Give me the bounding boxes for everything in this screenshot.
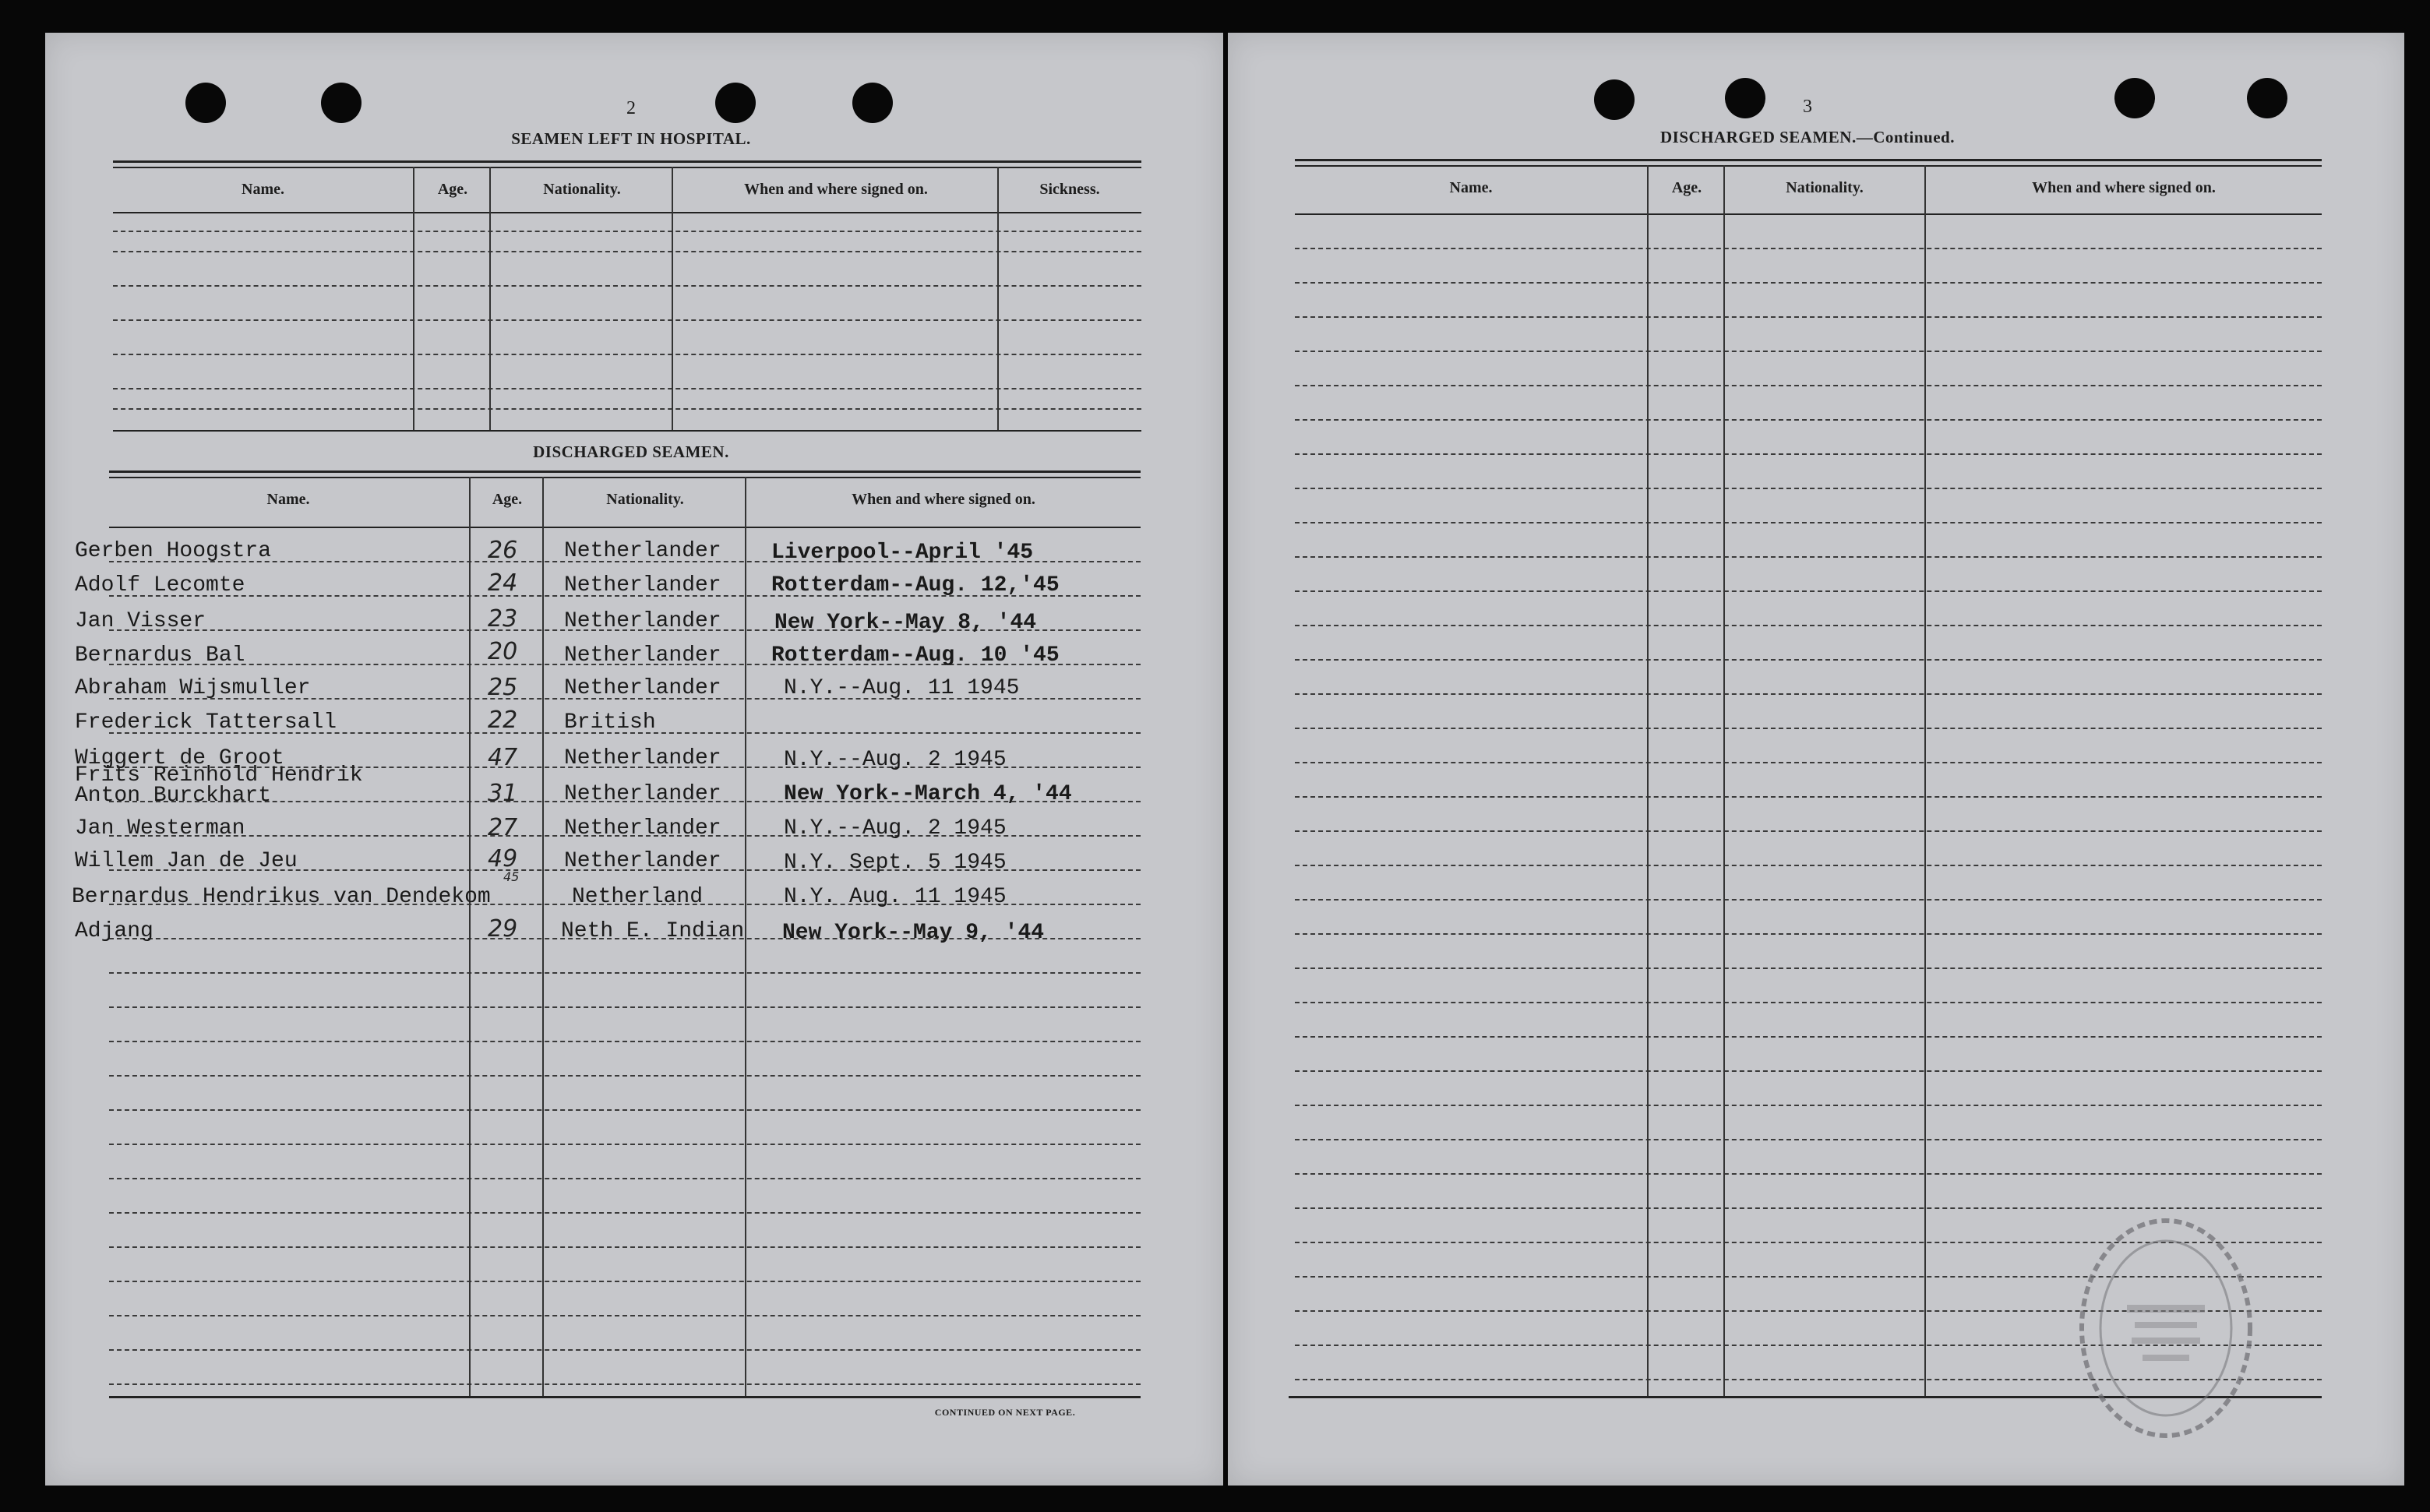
seaman-age: 26 [488, 537, 518, 564]
header-rule [109, 527, 1141, 528]
column-header-signed-on: When and where signed on. [744, 181, 928, 198]
seaman-age: 31 [488, 780, 518, 807]
table-rule [113, 167, 1141, 168]
entry-line [1295, 865, 2322, 866]
column-header-sickness: Sickness. [1039, 181, 1100, 198]
seaman-signed-on: New York--May 9, '44 [782, 921, 1045, 945]
entry-line [1295, 453, 2322, 455]
entry-line [109, 1281, 1141, 1282]
entry-line [1295, 1002, 2322, 1003]
seaman-nationality: Netherlander [564, 782, 721, 806]
discharged-section-title: DISCHARGED SEAMEN. [533, 442, 729, 461]
entry-line [113, 251, 1141, 252]
seaman-name: Frederick Tattersall [75, 710, 337, 735]
entry-line [109, 1041, 1141, 1042]
entry-line [1295, 762, 2322, 763]
column-divider [1723, 165, 1725, 1397]
seaman-nationality: Netherlander [564, 573, 721, 597]
seaman-name: Gerben Hoogstra [75, 539, 272, 563]
table-rule [1295, 165, 2322, 167]
seaman-nationality: Netherlander [564, 676, 721, 700]
entry-line [1295, 659, 2322, 661]
seaman-signed-on: N.Y.--Aug. 11 1945 [784, 676, 1020, 700]
page-number: 3 [1803, 97, 1812, 117]
column-divider [469, 477, 471, 1396]
entry-line [1295, 1105, 2322, 1106]
punch-hole [321, 83, 362, 123]
seaman-name-continued: Anton Burckhart [75, 784, 272, 808]
table-rule [113, 430, 1141, 432]
entry-line [1295, 419, 2322, 421]
column-divider [413, 167, 414, 430]
seaman-name: Jan Westerman [75, 816, 245, 841]
entry-line [1295, 1036, 2322, 1038]
page-number: 2 [626, 98, 636, 118]
entry-line [109, 1315, 1141, 1316]
seaman-name: Bernardus Hendrikus van Dendekom [72, 885, 491, 909]
seaman-name: Bernardus Bal [75, 643, 245, 668]
seaman-signed-on: N.Y. Sept. 5 1945 [784, 851, 1007, 875]
entry-line [1295, 1173, 2322, 1175]
seaman-name: Adjang [75, 919, 153, 943]
column-header-signed-on: When and where signed on. [852, 491, 1035, 508]
seaman-age: 27 [488, 814, 518, 841]
entry-line [109, 972, 1141, 974]
seaman-age: 23 [488, 605, 518, 633]
seaman-signed-on: N.Y. Aug. 11 1945 [784, 885, 1007, 909]
column-header-nationality: Nationality. [1786, 179, 1864, 196]
entry-line [109, 1246, 1141, 1248]
entry-line [109, 1075, 1141, 1077]
entry-line [113, 231, 1141, 232]
entry-line [1295, 728, 2322, 729]
column-header-age: Age. [437, 181, 468, 198]
entry-line [113, 408, 1141, 410]
entry-line [1295, 488, 2322, 489]
seaman-signed-on: New York--May 8, '44 [774, 611, 1037, 635]
entry-line [109, 1383, 1141, 1385]
seaman-age: 22 [488, 707, 518, 734]
entry-line [1295, 1139, 2322, 1140]
entry-line [1295, 967, 2322, 969]
seaman-nationality: Neth E. Indian [561, 919, 745, 943]
column-header-signed-on: When and where signed on. [2032, 179, 2216, 196]
entry-line [1295, 830, 2322, 832]
punch-hole [2114, 78, 2155, 118]
seaman-signed-on: Liverpool--April '45 [771, 541, 1034, 565]
punch-hole [852, 83, 893, 123]
seaman-signed-on: N.Y.--Aug. 2 1945 [784, 748, 1007, 772]
seaman-signed-on: N.Y.--Aug. 2 1945 [784, 816, 1007, 841]
column-header-age: Age. [492, 491, 523, 508]
punch-hole [185, 83, 226, 123]
seaman-name: Adolf Lecomte [75, 573, 245, 597]
column-divider [542, 477, 544, 1396]
entry-line [1295, 282, 2322, 284]
entry-line [1295, 522, 2322, 523]
seaman-nationality: Netherlander [564, 609, 721, 633]
column-divider [997, 167, 999, 430]
column-header-age: Age. [1671, 179, 1702, 196]
seaman-signed-on: New York--March 4, '44 [784, 782, 1072, 806]
seaman-age: 29 [488, 915, 518, 943]
column-header-name: Name. [242, 181, 284, 198]
seaman-name: Willem Jan de Jeu [75, 849, 298, 873]
punch-hole [1594, 79, 1635, 120]
seaman-signed-on: Rotterdam--Aug. 12,'45 [771, 573, 1060, 597]
table-rule [1295, 159, 2322, 161]
entry-line [1295, 248, 2322, 249]
entry-line [109, 1006, 1141, 1008]
column-divider [745, 477, 746, 1396]
column-header-nationality: Nationality. [606, 491, 684, 508]
entry-line [1295, 351, 2322, 352]
entry-line [1295, 1207, 2322, 1209]
seaman-name: Jan Visser [75, 609, 206, 633]
entry-line [1295, 590, 2322, 592]
table-rule [109, 471, 1141, 473]
table-bottom-rule [109, 1396, 1141, 1398]
seaman-age: 47 [488, 744, 518, 771]
entry-line [109, 1212, 1141, 1214]
entry-line [1295, 1070, 2322, 1072]
entry-line [109, 1349, 1141, 1351]
table-rule [109, 477, 1141, 478]
column-divider [1924, 165, 1926, 1397]
column-header-nationality: Nationality. [543, 181, 621, 198]
seaman-name: Frits Reinhold Hendrik [75, 763, 363, 788]
punch-hole [2247, 78, 2287, 118]
punch-hole [715, 83, 756, 123]
seaman-name: Wiggert de Groot [75, 746, 284, 770]
entry-line [109, 1109, 1141, 1111]
seaman-nationality: Netherlander [564, 849, 721, 873]
table-rule [113, 160, 1141, 163]
entry-line [113, 388, 1141, 389]
entry-line [1295, 693, 2322, 695]
entry-line [1295, 556, 2322, 558]
continued-note: CONTINUED ON NEXT PAGE. [934, 1407, 1076, 1418]
column-divider [672, 167, 673, 430]
column-header-name: Name. [266, 491, 310, 508]
column-divider [489, 167, 491, 430]
entry-line [113, 354, 1141, 355]
seaman-age: 49 [488, 845, 518, 872]
continued-section-title: DISCHARGED SEAMEN.—Continued. [1660, 128, 1955, 146]
entry-line [1295, 899, 2322, 901]
punch-hole [1725, 78, 1765, 118]
seaman-age: 25 [488, 674, 518, 701]
entry-line [109, 1178, 1141, 1179]
seaman-age: 20 [488, 638, 518, 665]
seaman-nationality: Netherlander [564, 539, 721, 563]
header-rule [113, 212, 1141, 213]
entry-line [109, 1144, 1141, 1145]
seaman-nationality: Netherland [572, 885, 704, 909]
seaman-age: 45 [503, 869, 520, 884]
seaman-signed-on: Rotterdam--Aug. 10 '45 [771, 643, 1060, 668]
circular-stamp-icon [2072, 1211, 2259, 1445]
column-divider [1647, 165, 1649, 1397]
entry-line [1295, 625, 2322, 626]
seaman-name: Abraham Wijsmuller [75, 676, 311, 700]
seaman-age: 24 [488, 569, 518, 597]
seaman-nationality: Netherlander [564, 816, 721, 841]
hospital-section-title: SEAMEN LEFT IN HOSPITAL. [511, 129, 751, 148]
seaman-nationality: Netherlander [564, 746, 721, 770]
entry-line [113, 285, 1141, 287]
header-rule [1295, 213, 2322, 215]
seaman-nationality: Netherlander [564, 643, 721, 668]
entry-line [1295, 796, 2322, 798]
entry-line [1295, 316, 2322, 318]
entry-line [1295, 933, 2322, 935]
column-header-name: Name. [1449, 179, 1493, 196]
entry-line [1295, 385, 2322, 386]
seaman-nationality: British [564, 710, 656, 735]
entry-line [113, 319, 1141, 321]
